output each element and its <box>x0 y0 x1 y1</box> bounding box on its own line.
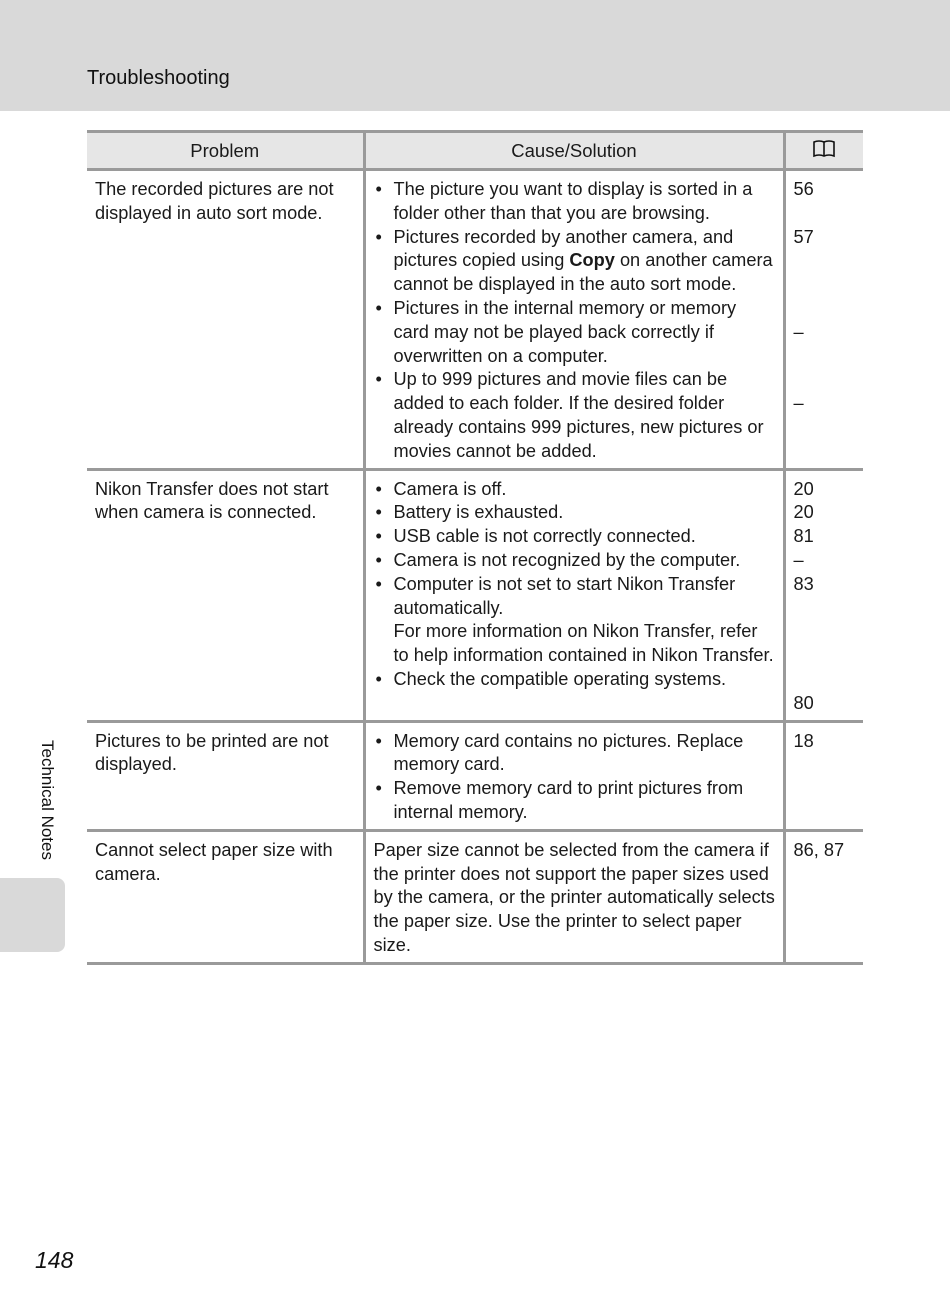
section-tab <box>0 878 65 952</box>
problem-cell: The recorded pictures are not displayed in auto sort mode. <box>87 170 364 470</box>
list-item: • Up to 999 pictures and movie files can be added to each folder. If the desired folder already contains 999 pictures, new pictures or movies cannot be added. <box>375 369 764 461</box>
list-item: • Pictures recorded by another camera, and pictures copied using Copy on another camera cannot be displayed in the auto sort mode. <box>375 226 773 295</box>
list-item: • Memory card contains no pictures. Replace memory card. <box>375 730 744 775</box>
problem-cell: Nikon Transfer does not start when camera is connected. <box>87 469 364 721</box>
cause-cell <box>364 721 784 830</box>
page-reference: 80 <box>793 692 814 713</box>
section-side-label: Technical Notes <box>38 739 57 860</box>
list-item: • Remove memory card to print pictures from internal memory. <box>375 778 744 822</box>
list-item: • Pictures in the internal memory or memory card may not be played back correctly if overwritten on a computer. <box>375 297 737 366</box>
list-item: • Battery is exhausted. <box>375 502 564 523</box>
list-item: • Camera is off. <box>375 478 507 499</box>
cause-cell <box>364 469 784 721</box>
book-reference-icon <box>812 138 836 164</box>
list-item: • The picture you want to display is sorted in a folder other than that you are browsing. <box>375 179 753 223</box>
cause-cell: Paper size cannot be selected from the camera if the printer does not support the paper sizes used by the camera, or the printer automatically selects the paper size. Use the printer to select paper size. <box>364 830 784 963</box>
reference-cell <box>784 469 863 721</box>
list-item: • Camera is not recognized by the computer. <box>375 549 741 570</box>
table-row <box>87 830 863 963</box>
page-reference: 57 <box>793 226 814 247</box>
page-reference: 56 <box>793 179 814 199</box>
table-row <box>87 469 863 721</box>
table-row <box>87 170 863 470</box>
cause-cell <box>364 170 784 470</box>
page-reference: 83 <box>793 573 814 594</box>
page-reference: 20 <box>793 478 814 499</box>
page-reference: 86, 87 <box>793 839 845 860</box>
list-item: • Computer is not set to start Nikon Transfer automatically. For more information on Nikon Transfer, refer to help information contained in Nikon Transfer. <box>375 573 774 666</box>
page-number: 148 <box>35 1247 74 1273</box>
copy-menu-term: Copy <box>569 250 615 271</box>
column-header-reference <box>784 132 863 170</box>
page-reference: – <box>793 393 804 414</box>
column-header-cause: Cause/Solution <box>364 132 784 170</box>
list-item: • Check the compatible operating systems. <box>375 668 727 689</box>
nikon-transfer-note: For more information on Nikon Transfer, refer to help information contained in Nikon Transfer. <box>393 621 774 666</box>
reference-cell <box>784 170 863 470</box>
page-header-band <box>0 0 950 111</box>
reference-cell <box>784 830 863 963</box>
list-item: • USB cable is not correctly connected. <box>375 526 696 547</box>
page-reference: 18 <box>793 730 814 751</box>
troubleshooting-table <box>87 130 863 965</box>
page-reference: – <box>793 321 804 342</box>
table-header-row <box>87 132 863 170</box>
reference-cell <box>784 721 863 830</box>
problem-cell: Cannot select paper size with camera. <box>87 830 364 963</box>
table-row <box>87 721 863 830</box>
column-header-problem: Problem <box>87 132 364 170</box>
page-reference: – <box>793 549 804 570</box>
page-title: Troubleshooting <box>87 67 230 89</box>
page-reference: 81 <box>793 526 814 547</box>
page-reference: 20 <box>793 502 814 523</box>
problem-cell: Pictures to be printed are not displayed. <box>87 721 364 830</box>
